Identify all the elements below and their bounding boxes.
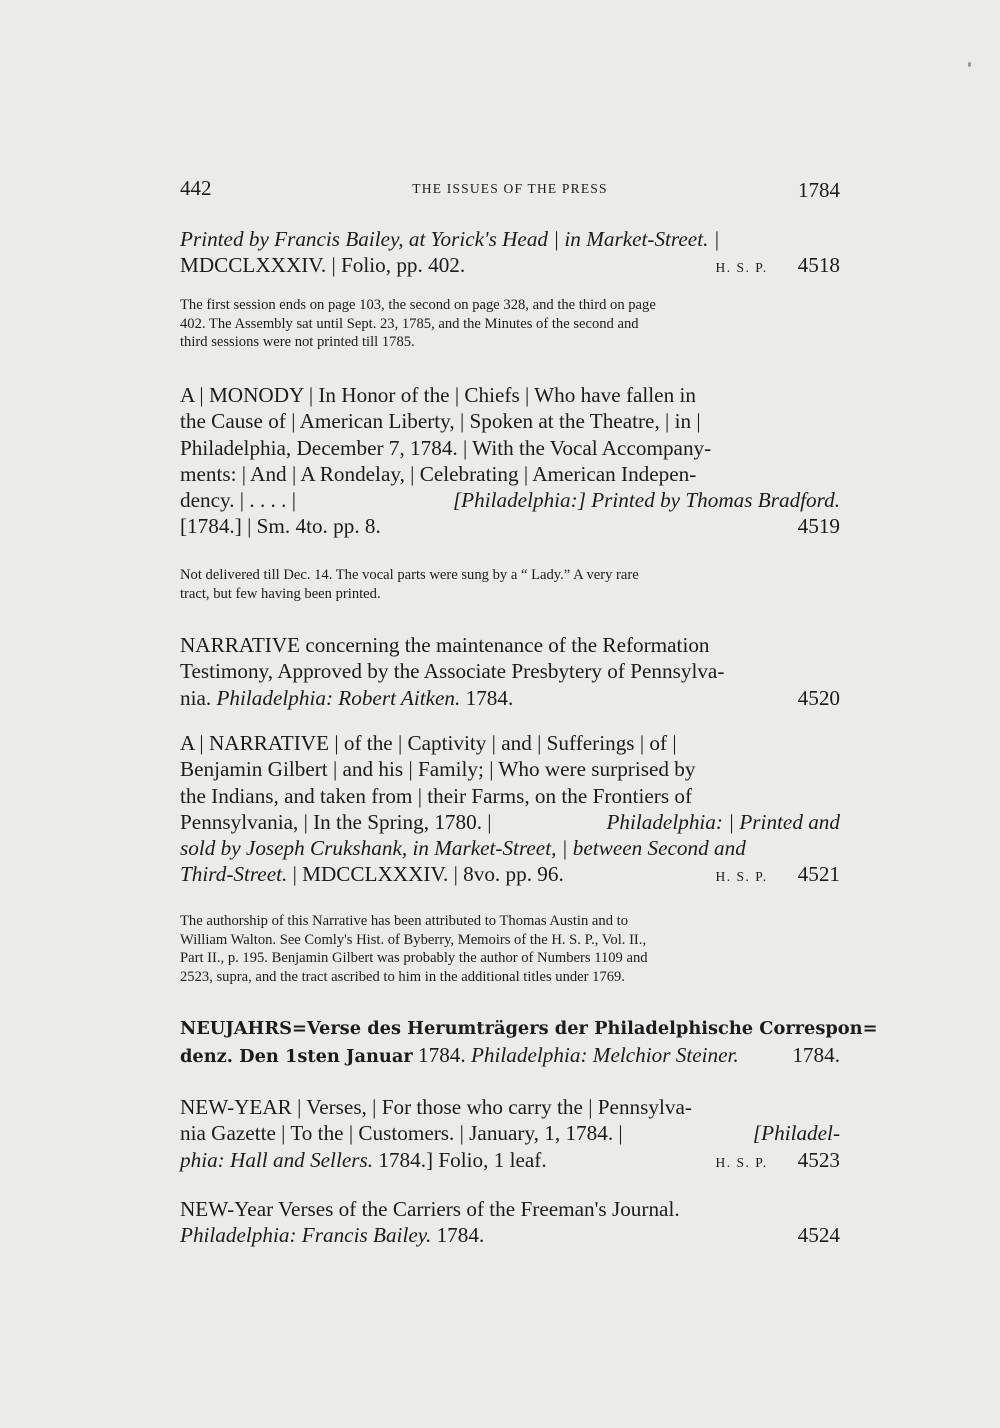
entry-number: 4520 bbox=[797, 685, 840, 710]
library-location: H. S. P. bbox=[715, 1154, 768, 1170]
collation-text: MDCCLXXXIV. | Folio, pp. 402. bbox=[180, 253, 466, 278]
imprint-text: phia: Hall and Sellers. bbox=[180, 1147, 374, 1172]
entry-line: the Indians, and taken from | their Farms, on the Frontiers of bbox=[180, 783, 693, 808]
entry-4519 bbox=[180, 382, 840, 540]
imprint-text: Third-Street. bbox=[180, 862, 288, 887]
entry-4524 bbox=[180, 1196, 840, 1249]
library-location: H. S. P. bbox=[715, 260, 768, 276]
entry-year: 1784. bbox=[412, 1043, 471, 1068]
collation-text: | MDCCLXXXIV. | 8vo. pp. 96. bbox=[287, 862, 564, 887]
entry-line bbox=[180, 685, 840, 711]
entry-text: Pennsylvania, | In the Spring, 1780. | bbox=[180, 809, 492, 834]
page-speck bbox=[968, 62, 971, 67]
entry-line bbox=[180, 1120, 840, 1146]
imprint-text: Philadelphia: Robert Aitken. bbox=[216, 685, 461, 710]
imprint-text: Philadelphia: | Printed and bbox=[606, 809, 840, 834]
entry-line: Testimony, Approved by the Associate Presbytery of Pennsylva- bbox=[180, 659, 725, 684]
entry-text: dency. | . . . . | bbox=[180, 488, 296, 513]
entry-line: NEW-Year Verses of the Carriers of the Freeman's Journal. bbox=[180, 1197, 680, 1221]
note-line: Part II., p. 195. Benjamin Gilbert was probably the author of Numbers 1109 and bbox=[180, 950, 648, 966]
entry-text: nia Gazette | To the | Customers. | January, 1, 1784. | bbox=[180, 1121, 623, 1146]
entry-year: 1784. bbox=[460, 685, 514, 710]
imprint-text: [Philadel- bbox=[752, 1121, 840, 1146]
note-line: 402. The Assembly sat until Sept. 23, 1785, and the Minutes of the second and bbox=[180, 315, 639, 332]
entry-line bbox=[180, 861, 840, 890]
note-line: The authorship of this Narrative has been attributed to Thomas Austin and to bbox=[180, 913, 628, 929]
entry-number: 4523 bbox=[797, 1147, 840, 1172]
entry-line bbox=[180, 1222, 840, 1248]
note-4519 bbox=[180, 566, 840, 603]
collation-text: 1784.] Folio, 1 leaf. bbox=[373, 1147, 547, 1172]
entry-line: the Cause of | American Liberty, | Spoken at the Theatre, | in | bbox=[180, 409, 701, 434]
fraktur-text: NEUJAHRS=Verse des Herumträgers der Philadelphische Correspon= bbox=[180, 1018, 878, 1039]
note-line: tract, but few having been printed. bbox=[180, 585, 381, 602]
entry-line: A | MONODY | In Honor of the | Chiefs | Who have fallen in bbox=[180, 383, 696, 407]
collation-text: [1784.] | Sm. 4to. pp. 8. bbox=[180, 514, 381, 539]
note-4518 bbox=[180, 296, 840, 352]
note-line: 2523, supra, and the tract ascribed to him in the additional titles under 1769. bbox=[180, 968, 626, 985]
entry-4520 bbox=[180, 632, 840, 711]
entry-line: A | NARRATIVE | of the | Captivity | and | Sufferings | of | bbox=[180, 731, 677, 755]
entry-line bbox=[180, 487, 840, 513]
entry-line bbox=[180, 1042, 840, 1070]
header-year: 1784 bbox=[798, 178, 840, 202]
entry-line bbox=[180, 513, 840, 539]
entry-year: 1784. bbox=[792, 1043, 840, 1068]
entry-text: nia. bbox=[180, 685, 217, 710]
note-line: William Walton. See Comly's Hist. of Byberry, Memoirs of the H. S. P., Vol. II., bbox=[180, 931, 647, 948]
entry-line: Benjamin Gilbert | and his | Family; | Who were surprised by bbox=[180, 757, 696, 782]
imprint-text: Printed by Francis Bailey, at Yorick's Head | in Market-Street. | bbox=[180, 227, 720, 251]
entry-line bbox=[180, 809, 840, 835]
running-title: THE ISSUES OF THE PRESS bbox=[412, 181, 608, 196]
library-location: H. S. P. bbox=[715, 869, 768, 885]
imprint-text: Philadelphia: Francis Bailey. bbox=[180, 1223, 432, 1248]
fraktur-text: denz. Den 1sten Januar bbox=[180, 1046, 413, 1068]
note-4521 bbox=[180, 912, 840, 986]
entry-line bbox=[180, 226, 840, 252]
entry-line: NEW-YEAR | Verses, | For those who carry the | Pennsylva- bbox=[180, 1095, 692, 1119]
imprint-text: sold by Joseph Crukshank, in Market-Street, | between Second and bbox=[180, 836, 746, 861]
imprint-text: [Philadelphia:] Printed by Thomas Bradford. bbox=[452, 488, 840, 513]
entry-line bbox=[180, 252, 840, 281]
entry-line bbox=[180, 1147, 840, 1176]
entry-4521 bbox=[180, 730, 840, 891]
entry-line: NARRATIVE concerning the maintenance of the Reformation bbox=[180, 633, 710, 657]
entry-line: ments: | And | A Rondelay, | Celebrating | American Indepen- bbox=[180, 461, 697, 486]
note-line: Not delivered till Dec. 14. The vocal parts were sung by a “ Lady.” A very rare bbox=[180, 567, 639, 583]
entry-number: 4519 bbox=[797, 514, 840, 539]
entry-line: Philadelphia, December 7, 1784. | With the Vocal Accompany- bbox=[180, 435, 712, 460]
entry-4523 bbox=[180, 1094, 840, 1176]
note-line: The first session ends on page 103, the second on page 328, and the third on page bbox=[180, 297, 656, 313]
entry-line bbox=[180, 835, 840, 861]
entry-year: 1784. bbox=[431, 1223, 485, 1248]
entry-line bbox=[180, 1016, 878, 1042]
entry-number: 4521 bbox=[797, 862, 840, 887]
imprint-text: Philadelphia: Melchior Steiner. bbox=[470, 1043, 739, 1068]
entry-number: 4518 bbox=[797, 253, 840, 278]
page-number: 442 bbox=[180, 176, 212, 200]
entry-4518 bbox=[180, 226, 840, 282]
entry-number: 4524 bbox=[797, 1223, 840, 1248]
entry-4522 bbox=[180, 1016, 878, 1071]
running-header bbox=[180, 176, 840, 212]
note-line: third sessions were not printed till 1785. bbox=[180, 334, 415, 350]
